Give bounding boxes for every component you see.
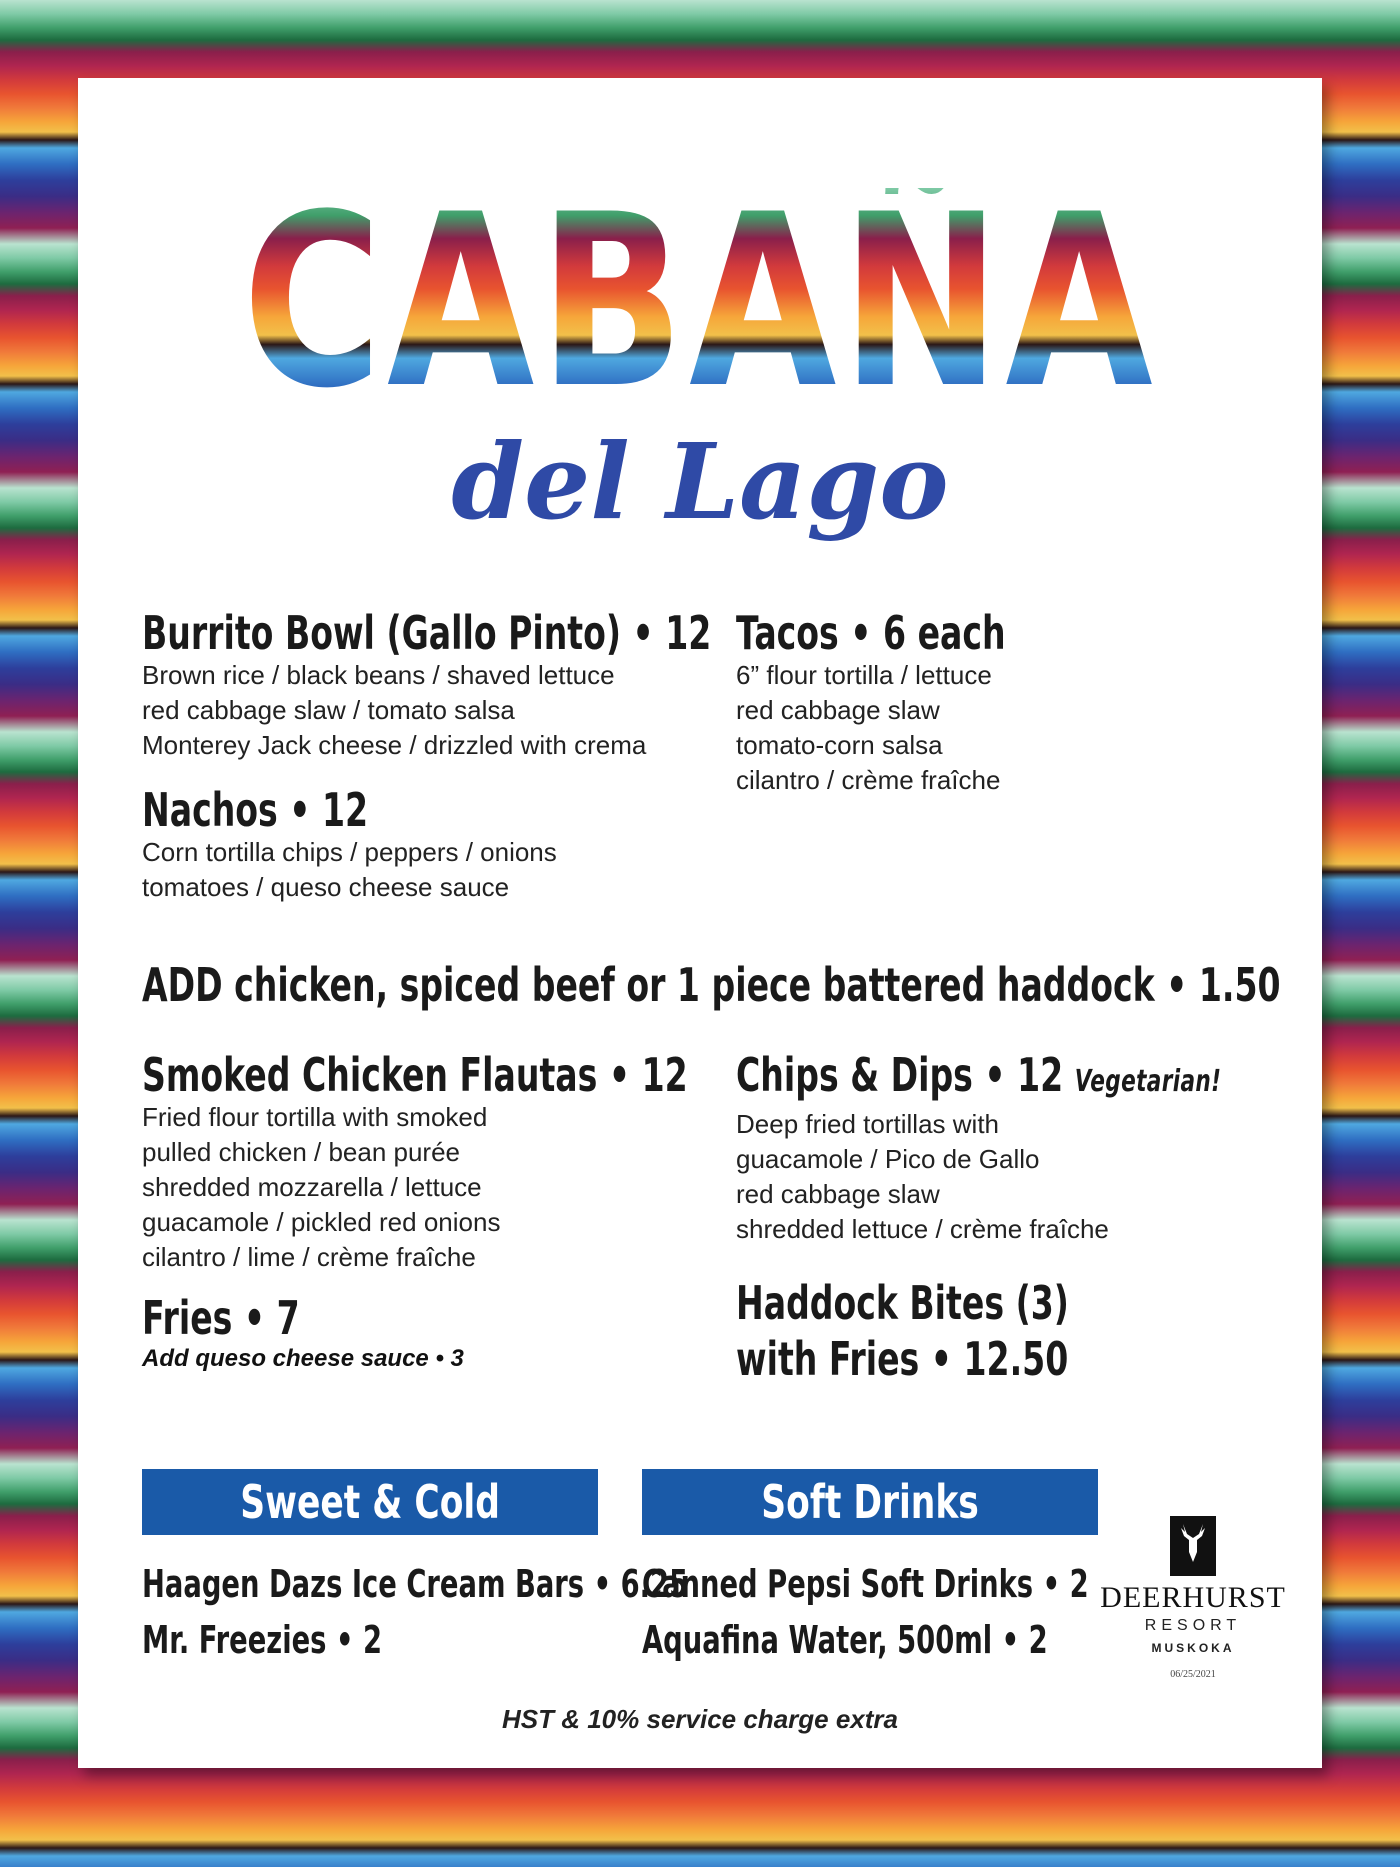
item-line: Deep fried tortillas with: [736, 1109, 999, 1139]
logo-title: CABAÑA: [202, 188, 1197, 418]
deerhurst-logo: [1098, 1516, 1288, 1686]
left-column-middle: [142, 1050, 702, 1397]
list-item: Mr. Freezies • 2: [142, 1618, 383, 1662]
list-item: Haagen Dazs Ice Cream Bars • 6.25: [142, 1562, 689, 1606]
sweet-cold-banner: [142, 1469, 598, 1535]
menu-item-nachos: [142, 785, 702, 905]
brand-subtitle: RESORT: [1144, 1617, 1242, 1634]
menu-item-fries: [142, 1293, 702, 1375]
item-title: Nachos • 12: [142, 783, 369, 837]
right-column-top: [736, 608, 1256, 820]
item-title: Burrito Bowl (Gallo Pinto) • 12: [142, 606, 712, 660]
right-column-middle: [736, 1050, 1296, 1409]
menu-item-chips-dips: [736, 1050, 1296, 1247]
item-line: shredded lettuce / crème fraîche: [736, 1214, 1109, 1244]
logo-script: del Lago: [451, 420, 949, 543]
item-title: Haddock Bites (3): [736, 1276, 1069, 1330]
item-line: tomatoes / queso cheese sauce: [142, 872, 510, 902]
item-line: cilantro / crème fraîche: [736, 765, 1001, 795]
item-title: Smoked Chicken Flautas • 12: [142, 1048, 688, 1102]
item-line: red cabbage slaw / tomato salsa: [142, 695, 515, 725]
menu-item-haddock-bites: [736, 1275, 1296, 1387]
item-line: tomato-corn salsa: [736, 730, 943, 760]
item-line: pulled chicken / bean purée: [142, 1137, 461, 1167]
item-note: Add queso cheese sauce • 3: [142, 1345, 464, 1372]
sweet-cold-list: [142, 1556, 689, 1668]
item-line: Brown rice / black beans / shaved lettuce: [142, 660, 615, 690]
restaurant-logo: [78, 164, 1322, 543]
item-line: cilantro / lime / crème fraîche: [142, 1242, 476, 1272]
banner-label: Soft Drinks: [761, 1475, 979, 1529]
item-title: Tacos • 6 each: [736, 606, 1006, 660]
vegetarian-tag: Vegetarian!: [1074, 1064, 1222, 1099]
addon-line: ADD chicken, spiced beef or 1 piece battered haddock • 1.50: [142, 958, 1281, 1012]
brand-location: MUSKOKA: [1151, 1641, 1235, 1655]
print-date: 06/25/2021: [1170, 1669, 1216, 1680]
soft-drinks-banner: [642, 1469, 1098, 1535]
item-title: Fries • 7: [142, 1291, 300, 1345]
item-line: Monterey Jack cheese / drizzled with crema: [142, 730, 647, 760]
brand-name: DEERHURST: [1100, 1581, 1286, 1614]
deer-head-icon: [1170, 1516, 1216, 1576]
item-title: [736, 1048, 1222, 1107]
item-line: red cabbage slaw: [736, 695, 940, 725]
menu-item-flautas: [142, 1050, 702, 1275]
menu-card: [78, 78, 1322, 1768]
menu-item-tacos: [736, 608, 1256, 798]
item-title: with Fries • 12.50: [736, 1332, 1069, 1386]
menu-item-burrito-bowl: [142, 606, 712, 763]
item-line: guacamole / Pico de Gallo: [736, 1144, 1040, 1174]
item-line: 6” flour tortilla / lettuce: [736, 660, 992, 690]
item-line: red cabbage slaw: [736, 1179, 940, 1209]
soft-drinks-list: [642, 1556, 1089, 1668]
item-title-text: Chips & Dips • 12: [736, 1048, 1064, 1102]
banner-label: Sweet & Cold: [240, 1475, 500, 1529]
item-line: Fried flour tortilla with smoked: [142, 1102, 488, 1132]
list-item: Canned Pepsi Soft Drinks • 2: [642, 1562, 1089, 1606]
list-item: Aquafina Water, 500ml • 2: [642, 1618, 1048, 1662]
left-column-top: [142, 606, 712, 927]
item-line: Corn tortilla chips / peppers / onions: [142, 837, 557, 867]
item-line: shredded mozzarella / lettuce: [142, 1172, 482, 1202]
item-line: guacamole / pickled red onions: [142, 1207, 501, 1237]
footer-note: HST & 10% service charge extra: [502, 1704, 898, 1734]
